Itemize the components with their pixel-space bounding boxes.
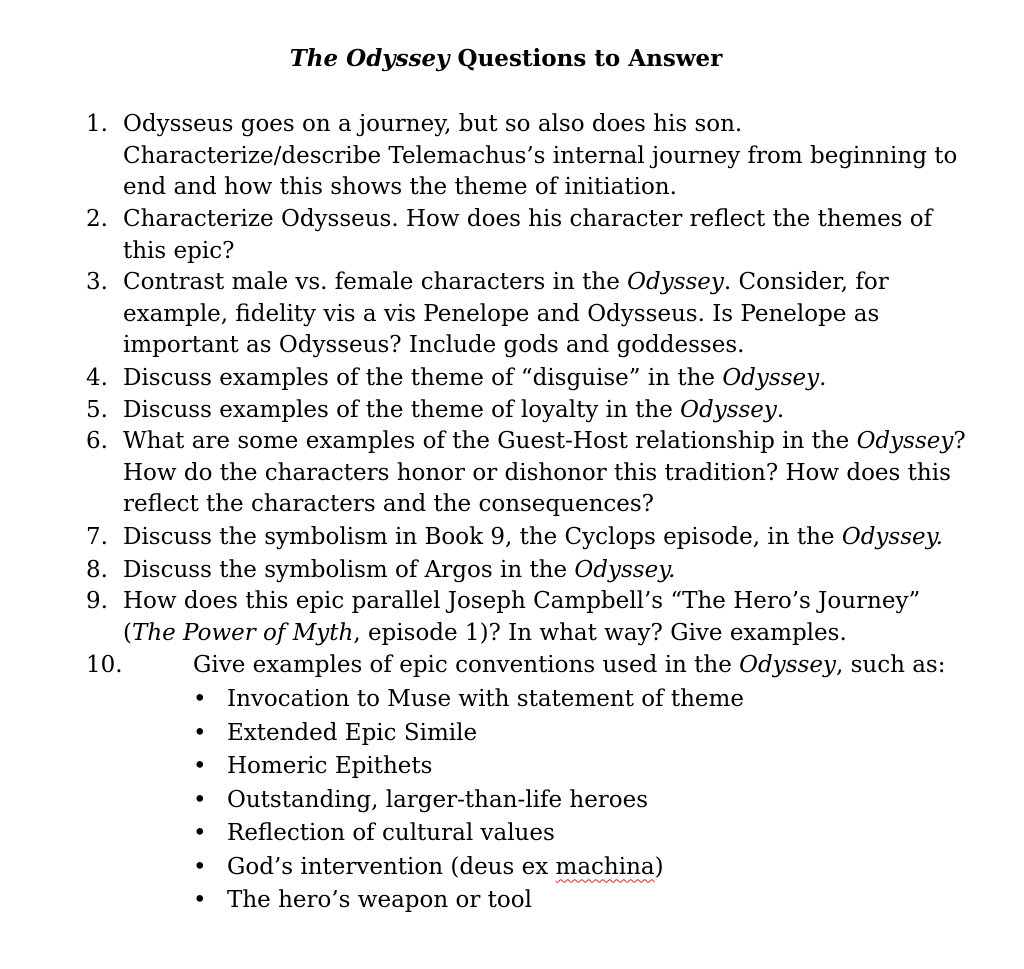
question-text: Contrast male vs. female characters in the Odyssey. Consider, for example, fidelity vis a vis Penelope and Odysseus. Is Penelope as important as Odysseus? Include gods and goddesses. — [123, 269, 889, 359]
list-item: • Extended Epic Simile — [193, 719, 478, 746]
question-text: Give examples of epic conventions used in the Odyssey, such as: — [193, 652, 946, 678]
question-7 — [86, 522, 976, 554]
question-text: Discuss examples of the theme of loyalty in the Odyssey. — [123, 397, 785, 423]
work-title: The Power of Myth — [131, 619, 354, 646]
question-10 — [86, 650, 976, 682]
question-text: What are some examples of the Guest-Host relationship in the Odyssey? How do the characters honor or dishonor this tradition? How does this reflect the characters and the consequences? — [123, 428, 966, 518]
epic-conventions-list — [193, 684, 973, 919]
list-item: • Reflection of cultural values — [193, 820, 555, 846]
title-rest: Questions to Answer — [449, 45, 723, 72]
work-title: Odyssey — [722, 365, 820, 391]
bullet-icon: • — [193, 686, 207, 712]
spellcheck-flagged-word[interactable]: machina — [555, 853, 655, 880]
question-text: Discuss the symbolism of Argos in the Odyssey. — [123, 557, 676, 583]
question-4 — [86, 363, 976, 395]
bullet-icon: • — [193, 820, 207, 846]
question-number: 9. — [86, 588, 108, 614]
question-text: Odysseus goes on a journey, but so also does his son. Characterize/describe Telemachus’s internal journey from beginning to end and how this shows the theme of initiation. — [123, 111, 958, 201]
question-number: 2. — [86, 206, 108, 232]
list-item: • The hero’s weapon or tool — [193, 887, 532, 913]
page-title — [0, 43, 1012, 75]
bullet-icon: • — [193, 887, 207, 913]
question-number: 10. — [86, 652, 123, 678]
question-text: Discuss examples of the theme of “disguise” in the Odyssey. — [123, 365, 827, 391]
list-item: • Homeric Epithets — [193, 753, 433, 779]
question-number: 6. — [86, 428, 108, 454]
question-text: How does this epic parallel Joseph Campbell’s “The Hero’s Journey” (The Power of Myth, episode 1)? In what way? Give examples. — [123, 588, 921, 646]
bullet-icon: • — [193, 853, 207, 880]
list-item: • Outstanding, larger-than-life heroes — [193, 786, 649, 813]
question-1 — [86, 109, 976, 204]
question-number: 7. — [86, 524, 108, 550]
question-5 — [86, 395, 976, 427]
list-item: • Invocation to Muse with statement of theme — [193, 686, 744, 712]
question-number: 1. — [86, 111, 108, 137]
question-6 — [86, 426, 976, 521]
question-8 — [86, 555, 976, 587]
work-title: Odyssey. — [841, 524, 943, 550]
question-number: 8. — [86, 557, 108, 583]
bullet-icon: • — [193, 786, 207, 813]
question-9 — [86, 586, 976, 649]
bullet-icon: • — [193, 719, 207, 746]
work-title: Odyssey — [856, 428, 954, 454]
question-number: 5. — [86, 397, 108, 423]
question-number: 4. — [86, 365, 108, 391]
work-title: Odyssey. — [574, 557, 676, 583]
work-title: Odyssey — [627, 269, 724, 295]
question-number: 3. — [86, 269, 108, 295]
question-3 — [86, 267, 976, 362]
bullet-icon: • — [193, 753, 207, 779]
question-text: Characterize Odysseus. How does his character reflect the themes of this epic? — [123, 206, 933, 264]
question-2 — [86, 204, 976, 267]
work-title: Odyssey — [739, 652, 836, 678]
title-italic: The Odyssey — [289, 45, 450, 72]
question-text: Discuss the symbolism in Book 9, the Cyclops episode, in the Odyssey. — [123, 524, 943, 550]
list-item: • God’s intervention (deus ex machina) — [193, 853, 664, 880]
work-title: Odyssey — [680, 397, 777, 423]
